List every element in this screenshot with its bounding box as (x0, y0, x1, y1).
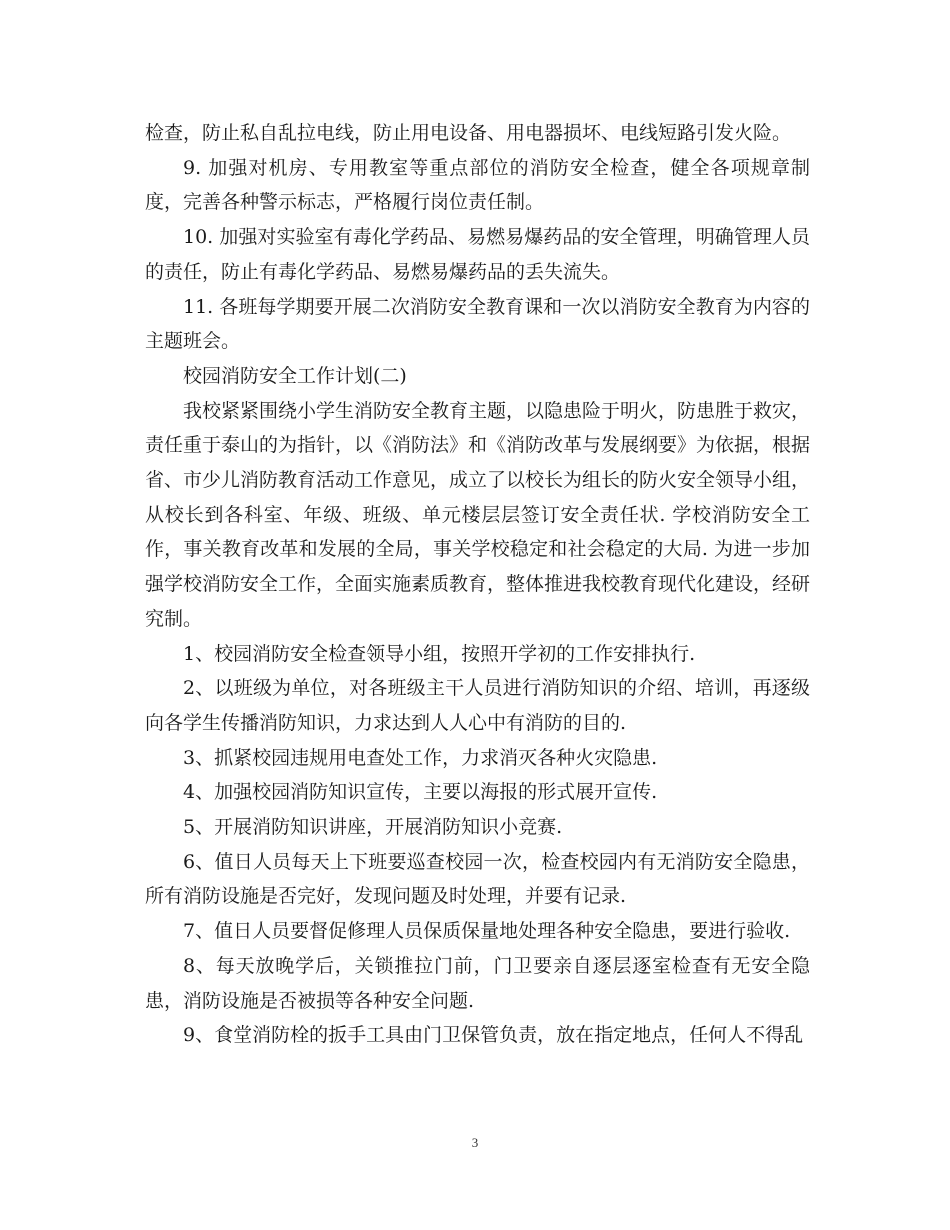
list-item: 1、校园消防安全检查领导小组，按照开学初的工作安排执行. (183, 642, 696, 665)
section-heading: 校园消防安全工作计划(二) (183, 364, 407, 387)
list-item: 6、值日人员每天上下班要巡查校园一次，检查校园内有无消防安全隐患，所有消防设施是否完好，发现问题及时处理，并要有记录. (145, 850, 810, 908)
paragraph: 10. 加强对实验室有毒化学药品、易燃易爆药品的安全管理，明确管理人员的责任，防止有毒化学药品、易燃易爆药品的丢失流失。 (145, 226, 810, 283)
paragraph: 9. 加强对机房、专用教室等重点部位的消防安全检查，健全各项规章制度，完善各种警示标志，严格履行岗位责任制。 (145, 156, 810, 214)
document-body (145, 116, 810, 1053)
list-item: 8、每天放晚学后，关锁推拉门前，门卫要亲自逐层逐室检查有无安全隐患，消防设施是否被损等各种安全问题. (145, 954, 810, 1012)
list-item: 5、开展消防知识讲座，开展消防知识小竞赛. (183, 816, 563, 839)
list-item: 4、加强校园消防知识宣传，主要以海报的形式展开宣传. (183, 781, 658, 804)
list-item: 7、值日人员要督促修理人员保质保量地处理各种安全隐患，要进行验收. (183, 920, 791, 943)
page-number: 3 (471, 1135, 479, 1150)
paragraph: 检查，防止私自乱拉电线，防止用电设备、用电器损坏、电线短路引发火险。 (145, 122, 792, 144)
list-item: 9、食堂消防栓的扳手工具由门卫保管负责，放在指定地点，任何人不得乱 (183, 1024, 804, 1047)
paragraph: 我校紧紧围绕小学生消防安全教育主题，以隐患险于明火，防患胜于救灾，责任重于泰山的为指针，以《消防法》和《消防改革与发展纲要》为依据，根据省、市少儿消防教育活动工作意见，成立了以校长为组长的防火安全领导小组，从校长到各科室、年级、班级、单元楼层层签订安全责任状. 学校消防安全工作，事关教育改革和发展的全局，事关学校稳定和社会稳定的大局. 为进一步加强学校消防安全工作，全面实施素质教育，整体推进我校教育现代化建设，经研究制。 (145, 399, 811, 630)
list-item: 2、以班级为单位，对各班级主干人员进行消防知识的介绍、培训，再逐级向各学生传播消防知识，力求达到人人心中有消防的目的. (145, 677, 810, 734)
list-item: 3、抓紧校园违规用电查处工作，力求消灭各种火灾隐患. (183, 746, 658, 769)
paragraph: 11. 各班每学期要开展二次消防安全教育课和一次以消防安全教育为内容的主题班会。 (145, 295, 810, 353)
